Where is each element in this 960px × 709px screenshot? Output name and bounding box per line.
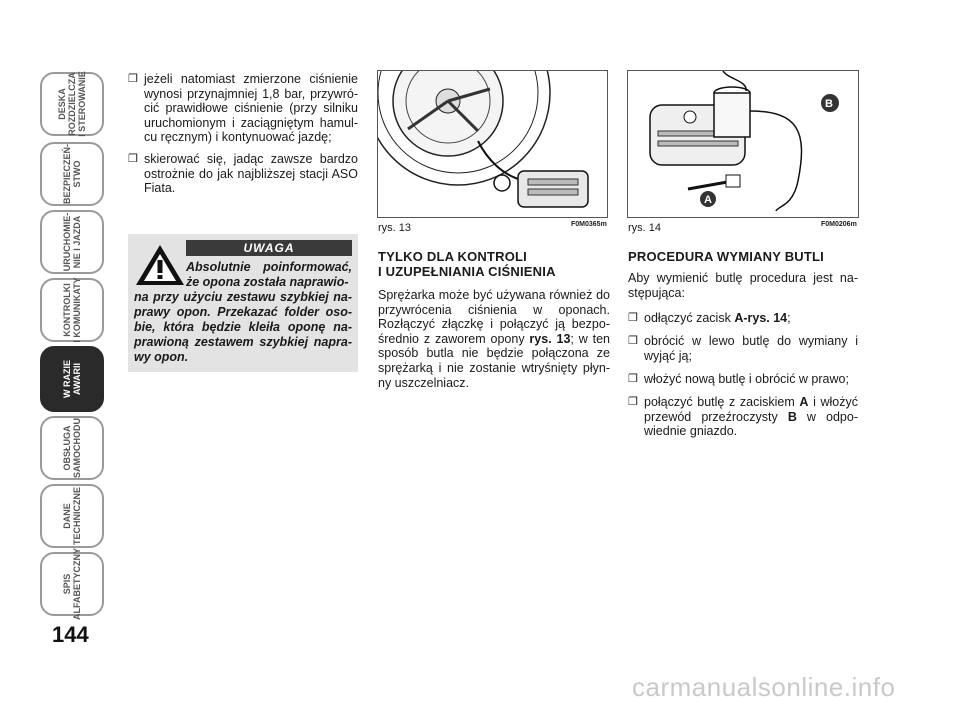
list-item [628,311,858,326]
list-item-text: i włożyć przewód przeźroczysty [644,395,858,424]
section-heading [628,249,858,264]
list-item-text: ; [787,311,791,325]
heading-line: TYLKO DLA KONTROLI [378,249,527,264]
list-item-text: połączyć butlę z zaciskiem [644,395,800,409]
side-tab-label: OBSŁUGA SAMOCHODU [62,418,82,478]
bullet-icon: ❒ [128,153,138,165]
bullet-icon: ❒ [128,73,138,85]
side-tab-label: SPIS ALFABETYCZNY [62,548,82,620]
section-heading [378,249,610,279]
side-tab-dane[interactable] [40,484,104,548]
side-tab-deska[interactable] [40,72,104,136]
list-item-text: odłączyć zacisk [644,311,735,325]
warning-text: na przy użyciu zestawu szybkiej na-prawy opon. Przekazać folder oso-bie, która będzie kleiła oponę na-prawioną zestawem szybkiej napra-wy opon. [134,290,352,364]
warning-title: UWAGA [243,241,295,255]
tire-compressor-illustration [378,71,607,217]
paragraph-text: ; w ten sposób butla nie będzie połączona ze sprężarką i nie zostanie wtryśnięty płyn-ny uszczelniacz. [378,331,610,390]
list-item-text: w odpo-wiednie gniazdo. [644,409,858,439]
paragraph [378,288,610,390]
side-tab-kontrolki[interactable] [40,278,104,342]
list-item [128,152,358,196]
side-tab-bezpieczenstwo[interactable] [40,142,104,206]
warning-title-bar [186,240,352,256]
list-item [128,72,358,145]
list-item-text: obrócić w lewo butlę do wymiany i wyjąć ją; [644,334,858,363]
heading-line: PROCEDURA WYMIANY BUTLI [628,249,824,264]
list-item [628,334,858,363]
heading-line: I UZUPEŁNIANIA CIŚNIENIA [378,264,556,279]
figure-caption: rys. 13 [378,222,412,234]
figure-caption: rys. 14 [628,222,662,234]
side-tab-obsluga[interactable] [40,416,104,480]
bullet-icon: ❒ [628,396,638,408]
figure-reference: rys. 13 [529,331,571,346]
list-item-text: jeżeli natomiast zmierzone ciśnienie wynosi przynajmniej 1,8 bar, przywró-cić prawidłowe ciśnienie (przy silniku uruchomionym i zaciągniętym hamul-cu ręcznym) i kontynuować jazdę; [144,72,358,145]
side-tab-label: BEZPIECZEŃ- STWO [62,143,82,205]
callout-reference: B [787,409,797,424]
side-tab-w-razie-awarii[interactable] [40,346,104,412]
callout-a: A [704,194,712,206]
side-tab-label: DESKA ROZDZIELCZA I STEROWANIE [57,71,87,137]
side-tab-label: DANE TECHNICZNE [62,487,82,545]
list-item-text: skierować się, jadąc zawsze bardzo ostrożnie do jak najbliższej stacji ASO Fiata. [144,152,358,196]
figure-13 [377,70,608,218]
side-tab-spis[interactable] [40,548,104,620]
side-tab-uruchomienie[interactable] [40,210,104,274]
figure-reference: A-rys. 14 [734,311,788,325]
figure-code: F0M0365m [571,221,607,228]
warning-text-intro: Absolutnie poinformować, że opona została naprawio- [186,260,352,289]
cartridge-replacement-illustration [628,71,858,217]
side-tab-label: KONTROLKI I KOMUNIKATY [62,277,82,343]
bullet-icon: ❒ [628,335,638,347]
side-tab-label: URUCHOMIE- NIE I JAZDA [62,212,82,272]
watermark: carmanualsonline.info [632,672,896,702]
warning-triangle-icon [134,242,186,288]
paragraph-text: Sprężarka może być używana również do przywrócenia ciśnienia w oponach. Rozłączyć złączkę i połączyć ją bezpo-średnio z zaworem opony [378,288,610,346]
callout-b: B [825,98,833,110]
figure-code: F0M0206m [821,221,857,228]
callout-reference: A [799,395,809,409]
bullet-icon: ❒ [628,312,638,324]
figure-14 [627,70,859,218]
warning-box [128,234,358,372]
intro-text: Aby wymienić butlę procedura jest na-stępująca: [628,271,858,300]
list-item-text: włożyć nową butlę i obrócić w prawo; [644,372,849,386]
side-tab-label: W RAZIE AWARII [62,360,82,398]
bullet-icon: ❒ [628,373,638,385]
list-item [628,372,858,387]
page-number: 144 [52,622,89,647]
list-item [628,395,858,439]
